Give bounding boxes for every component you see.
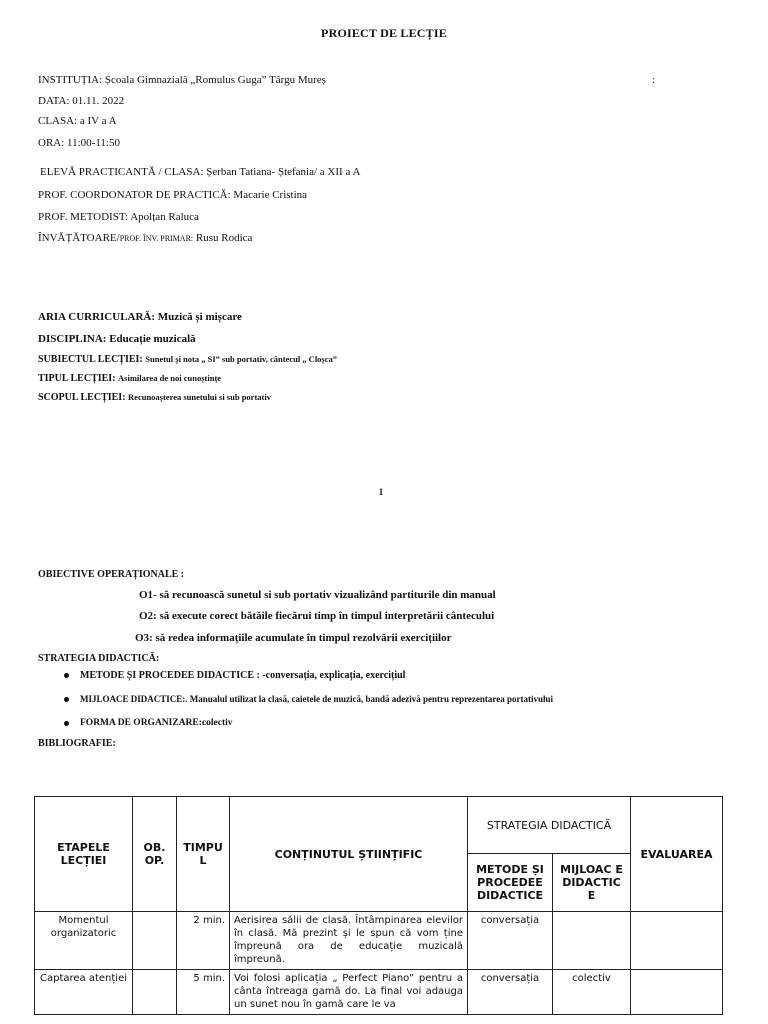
header-strategy: STRATEGIA DIDACTICĂ xyxy=(468,797,631,854)
teacher-name: Rusu Rodica xyxy=(193,232,253,244)
header-methods: METODE ȘI PROCEDEE DIDACTICE xyxy=(468,854,553,912)
institution-line: INSTITUȚIA: Școala Gimnazială „Romulus Guga” Târgu Mureș xyxy=(38,74,326,86)
cell-stage: Momentul organizatoric xyxy=(35,912,133,970)
student-line: ELEVĂ PRACTICANTĂ / CLASA: Șerban Tatiana- Ștefania/ a XII a A xyxy=(40,166,361,178)
lesson-subject-label: SUBIECTUL LECȚIEI: xyxy=(38,354,146,365)
lesson-table xyxy=(34,796,723,1015)
strategy-list xyxy=(50,670,553,742)
cell-time: 5 min. xyxy=(177,970,230,1015)
header-time: TIMPU L xyxy=(177,797,230,912)
strategy-item-means xyxy=(50,694,553,718)
cell-content: Aerisirea sălii de clasă. Întâmpinarea elevilor în clasă. Mă prezint și le spun că vom ține împreună ora de educație muzicală împreună. xyxy=(230,912,468,970)
strategy-item-methods xyxy=(50,670,553,694)
document-title: PROIECT DE LECȚIE xyxy=(321,26,447,40)
hour-line: ORA: 11:00-11:50 xyxy=(38,137,120,149)
discipline: DISCIPLINA: Educație muzicală xyxy=(38,333,196,345)
page-number: 1 xyxy=(378,487,384,497)
bibliography-heading: BIBLIOGRAFIE: xyxy=(38,738,116,749)
cell-means: colectiv xyxy=(553,970,631,1015)
header-objectives: OB. OP. xyxy=(133,797,177,912)
table-row xyxy=(35,970,723,1015)
stray-colon: : xyxy=(652,74,656,86)
lesson-purpose-value: Recunoașterea sunetului si sub portativ xyxy=(128,392,271,402)
header-means: MIJLOAC E DIDACTIC E xyxy=(553,854,631,912)
objective-o2: O2: să execute corect bătăile fiecărui timp în timpul interpretării cântecului xyxy=(139,610,495,622)
bullet-icon xyxy=(64,697,69,702)
header-stages: ETAPELE LECȚIEI xyxy=(35,797,133,912)
lesson-purpose-label: SCOPUL LECȚIEI: xyxy=(38,392,129,403)
teacher-label: ÎNVĂȚĂTOARE/ xyxy=(38,232,120,244)
lesson-subject-value: Sunetul și nota „ SI” sub portativ, cântecul „ Cloșca” xyxy=(145,354,338,364)
curricular-area: ARIA CURRICULARĂ: Muzică și mișcare xyxy=(38,311,242,323)
cell-evaluation xyxy=(631,912,723,970)
cell-methods: conversația xyxy=(468,912,553,970)
objective-o3: O3: să redea informațiile acumulate în timpul rezolvării exercițiilor xyxy=(135,632,452,644)
lesson-subject xyxy=(38,354,337,365)
date-line: DATA: 01.11. 2022 xyxy=(38,95,125,107)
strategy-heading: STRATEGIA DIDACTICĂ: xyxy=(38,653,160,664)
table-row xyxy=(35,912,723,970)
header-content: CONȚINUTUL ȘTIINȚIFIC xyxy=(230,797,468,912)
cell-evaluation xyxy=(631,970,723,1015)
cell-stage: Captarea atenției xyxy=(35,970,133,1015)
bullet-icon xyxy=(64,721,69,726)
strategy-item-organization xyxy=(50,718,553,742)
cell-objective xyxy=(133,970,177,1015)
lesson-type xyxy=(38,373,221,384)
cell-methods: conversația xyxy=(468,970,553,1015)
cell-objective xyxy=(133,912,177,970)
cell-means xyxy=(553,912,631,970)
class-line: CLASA: a IV a A xyxy=(38,115,117,127)
objective-o1: O1- să recunoască sunetul si sub portativ vizualizând partiturile din manual xyxy=(139,589,496,601)
teacher-line xyxy=(38,232,252,244)
teacher-label-small: PROF. ÎNV. PRIMAR: xyxy=(119,234,194,243)
strategy-item-text: MIJLOACE DIDACTICE:. Manualul utilizat la clasă, caietele de muzică, bandă adezivă pentru reprezentarea portativului xyxy=(80,694,553,704)
cell-content: Voi folosi aplicația „ Perfect Piano” pentru a cânta întreaga gamă do. La final voi adauga un sunet nou în gamă care le va xyxy=(230,970,468,1015)
methodist-line: PROF. METODIST: Apolțan Raluca xyxy=(38,211,199,223)
strategy-item-text: METODE ȘI PROCEDEE DIDACTICE : -conversația, explicația, exercițiul xyxy=(80,670,406,681)
strategy-item-text: FORMA DE ORGANIZARE:colectiv xyxy=(80,718,233,728)
coordinator-line: PROF. COORDONATOR DE PRACTICĂ: Macarie Cristina xyxy=(38,189,308,201)
cell-time: 2 min. xyxy=(177,912,230,970)
lesson-purpose xyxy=(38,392,271,403)
objectives-heading: OBIECTIVE OPERAȚIONALE : xyxy=(38,569,185,580)
header-evaluation: EVALUAREA xyxy=(631,797,723,912)
lesson-type-value: Asimilarea de noi cunoștințe xyxy=(118,373,222,383)
bullet-icon xyxy=(64,673,69,678)
lesson-type-label: TIPUL LECȚIEI: xyxy=(38,373,119,384)
